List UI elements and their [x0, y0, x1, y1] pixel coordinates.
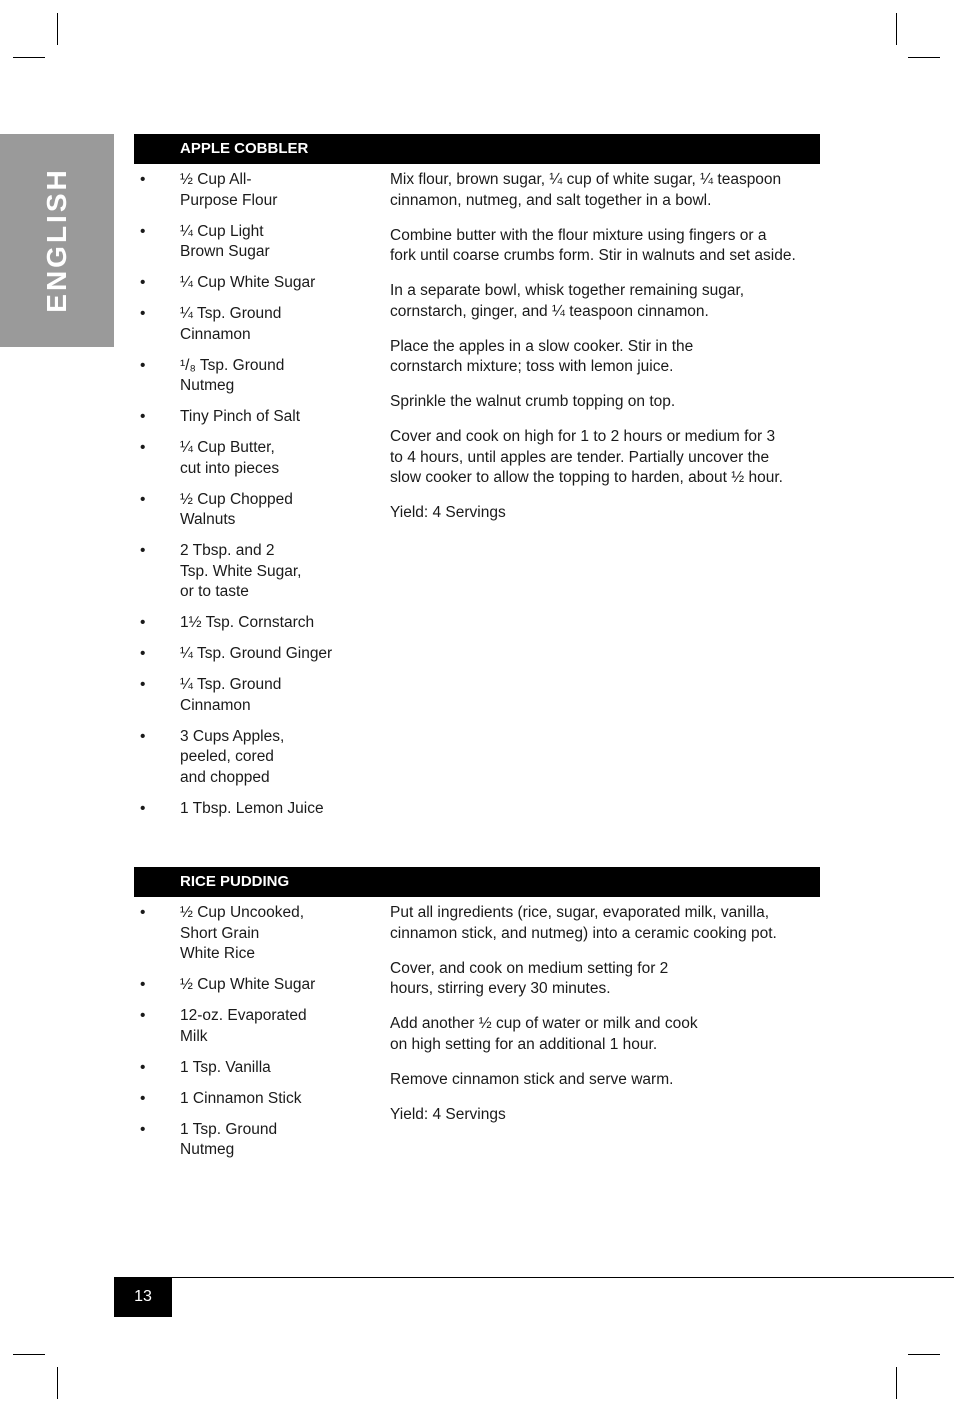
instruction-list — [390, 903, 810, 1140]
footer-rule — [114, 1277, 954, 1278]
crop-mark — [896, 13, 897, 45]
recipe-apple-cobbler — [134, 134, 820, 834]
ingredient-item: • ¼ Cup Light Brown Sugar — [140, 222, 270, 260]
crop-mark — [896, 1367, 897, 1399]
ingredient-item: • ¼ Cup White Sugar — [140, 274, 316, 291]
crop-mark — [908, 1354, 940, 1355]
ingredient-item: • ¼ Tsp. Ground Cinnamon — [140, 676, 282, 714]
recipe-title: APPLE COBBLER — [180, 140, 309, 157]
instruction-step: Combine butter with the flour mixture using fingers or a fork until coarse crumbs form. Stir in walnuts and set aside. — [390, 226, 796, 264]
ingredient-item: • Tiny Pinch of Salt — [140, 408, 301, 425]
instruction-step: In a separate bowl, whisk together remaining sugar, cornstarch, ginger, and ¼ teaspoon cinnamon. — [390, 282, 745, 320]
language-tab — [0, 134, 114, 347]
ingredient-item: • ¹/₈ Tsp. Ground Nutmeg — [140, 356, 285, 394]
page-number: 13 — [114, 1277, 172, 1317]
instruction-step: Sprinkle the walnut crumb topping on top. — [390, 393, 676, 410]
ingredient-item: • 12-oz. Evaporated Milk — [140, 1007, 307, 1045]
ingredient-item: • ¼ Cup Butter, cut into pieces — [140, 439, 280, 477]
crop-mark — [57, 1367, 58, 1399]
ingredient-item: • ¼ Tsp. Ground Cinnamon — [140, 305, 282, 343]
crop-mark — [908, 57, 940, 58]
ingredient-item: • ½ Cup Uncooked, Short Grain White Rice — [140, 904, 305, 962]
ingredient-item: • 1 Tsp. Vanilla — [140, 1058, 271, 1076]
crop-mark — [57, 13, 58, 45]
instruction-step: Add another ½ cup of water or milk and cook on high setting for an additional 1 hour. — [390, 1015, 698, 1053]
ingredient-list — [134, 903, 354, 1171]
ingredient-item: • ¼ Tsp. Ground Ginger — [140, 645, 333, 662]
recipe-title-bar — [134, 867, 820, 897]
language-tab-label: ENGLISH — [41, 167, 72, 313]
ingredient-item: • 1 Tsp. Ground Nutmeg — [140, 1120, 278, 1158]
instruction-step: Yield: 4 Servings — [390, 1105, 506, 1123]
ingredient-item: • 1½ Tsp. Cornstarch — [140, 614, 315, 631]
ingredient-item: • 2 Tbsp. and 2 Tsp. White Sugar, or to taste — [140, 542, 302, 600]
instruction-step: Mix flour, brown sugar, ¼ cup of white sugar, ¼ teaspoon cinnamon, nutmeg, and salt together in a bowl. — [390, 171, 782, 209]
ingredient-item: • ½ Cup All- Purpose Flour — [140, 171, 278, 209]
instruction-step: Cover and cook on high for 1 to 2 hours or medium for 3 to 4 hours, until apples are tender. Partially uncover the slow cooker to allow the topping to harden, about ½ hour. — [390, 428, 783, 486]
instruction-list — [390, 170, 810, 538]
ingredient-item: • 1 Cinnamon Stick — [140, 1089, 302, 1107]
ingredient-item: • 1 Tbsp. Lemon Juice — [140, 799, 324, 817]
ingredient-item: • ½ Cup Chopped Walnuts — [140, 490, 293, 528]
instruction-step: Place the apples in a slow cooker. Stir in the cornstarch mixture; toss with lemon juice. — [390, 337, 694, 375]
instruction-step: Cover, and cook on medium setting for 2 hours, stirring every 30 minutes. — [390, 959, 669, 997]
recipe-title-bar — [134, 134, 820, 164]
recipe-title: RICE PUDDING — [180, 873, 290, 890]
ingredient-item: • ½ Cup White Sugar — [140, 976, 316, 993]
instruction-step: Remove cinnamon stick and serve warm. — [390, 1070, 674, 1088]
crop-mark — [13, 1354, 45, 1355]
ingredient-item: • 3 Cups Apples, peeled, cored and chopped — [140, 727, 285, 786]
instruction-step: Yield: 4 Servings — [390, 504, 506, 521]
recipe-rice-pudding — [134, 867, 820, 1187]
instruction-step: Put all ingredients (rice, sugar, evaporated milk, vanilla, cinnamon stick, and nutmeg) into a ceramic cooking pot. — [390, 904, 777, 942]
ingredient-list — [134, 170, 354, 830]
crop-mark — [13, 57, 45, 58]
